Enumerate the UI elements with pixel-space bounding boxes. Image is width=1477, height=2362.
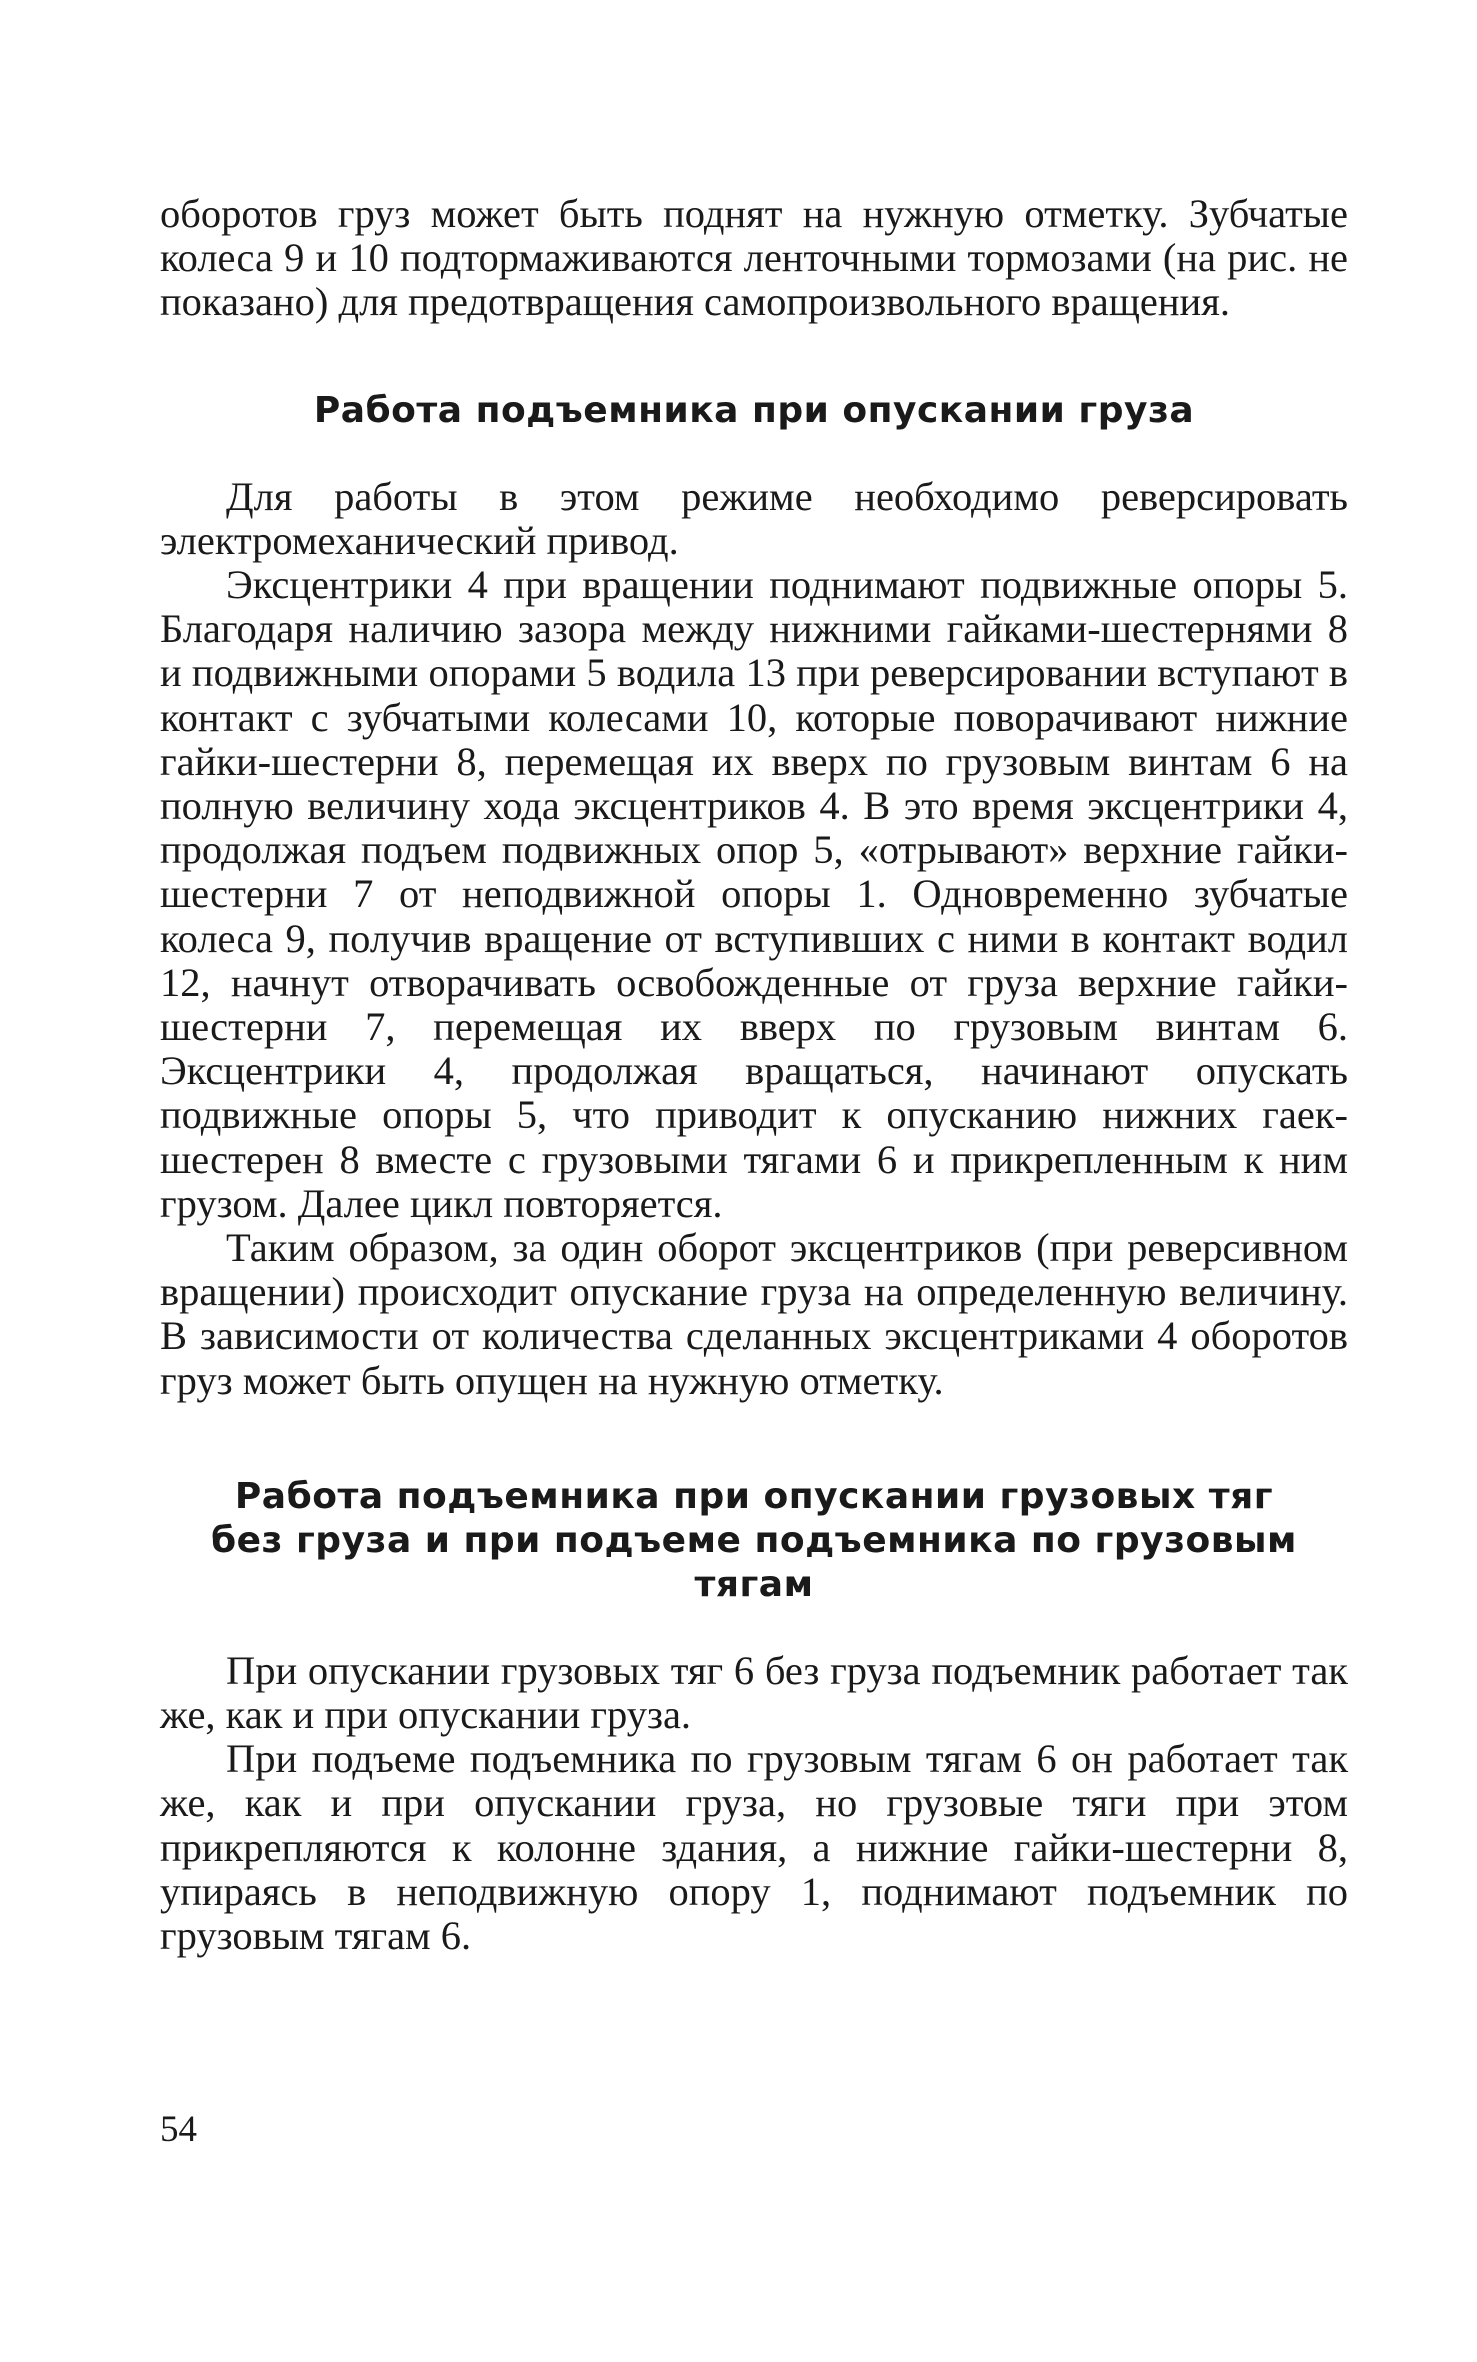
heading-line-2: без груза и при подъеме подъемника по грузовым тягам bbox=[210, 1519, 1297, 1605]
page-body bbox=[160, 192, 1348, 1958]
paragraph: Для работы в этом режиме необходимо реверсировать электромеханический привод. bbox=[160, 473, 1348, 563]
paragraph: Таким образом, за один оборот эксцентриков (при реверсивном вращении) происходит опускание груза на определенную величину. В зависимости от количества сделанных эксцентриками 4 оборотов груз может быть опущен на нужную отметку. bbox=[160, 1225, 1348, 1403]
paragraph: Эксцентрики 4 при вращении поднимают подвижные опоры 5. Благодаря наличию зазора между нижними гайками-шестернями 8 и подвижными опорами 5 водила 13 при реверсировании вступают в контакт с зубчатыми колесами 10, которые поворачивают нижние гайки-шестерни 8, перемещая их вверх по грузовым винтам 6 на полную величину хода эксцентриков 4. В это время эксцентрики 4, продолжая подъем подвижных опор 5, «отрывают» верхние гайки-шестерни 7 от неподвижной опоры 1. Одновременно зубчатые колеса 9, получив вращение от вступивших с ними в контакт водил 12, начнут отворачивать освобожденные от груза верхние гайки-шестерни 7, перемещая их вверх по грузовым винтам 6. Эксцентрики 4, продолжая вращаться, начинают опускать подвижные опоры 5, что приводит к опусканию нижних гаек-шестерен 8 вместе с грузовыми тягами 6 и прикрепленным к ним грузом. Далее цикл повторяется. bbox=[160, 562, 1348, 1226]
heading-line-1: Работа подъемника при опускании грузовых тяг bbox=[234, 1475, 1274, 1517]
section-heading-lowering-rods bbox=[160, 1475, 1348, 1607]
paragraph: При опускании грузовых тяг 6 без груза подъемник работает так же, как и при опускании груза. bbox=[160, 1647, 1348, 1738]
paragraph: При подъеме подъемника по грузовым тягам 6 он работает так же, как и при опускании груза, но грузовые тяги при этом прикрепляются к колонне здания, а нижние гайки-шестерни 8, упираясь в неподвижную опору 1, поднимают подъемник по грузовым тягам 6. bbox=[160, 1736, 1348, 1959]
section-heading-lowering-load: Работа подъемника при опускании груза bbox=[313, 389, 1195, 431]
page-number: 54 bbox=[160, 2109, 197, 2150]
paragraph-continuation: оборотов груз может быть поднят на нужную отметку. Зубчатые колеса 9 и 10 подтормаживаются ленточными тормозами (на рис. не показано) для предотвращения самопроизвольного вращения. bbox=[160, 191, 1348, 325]
